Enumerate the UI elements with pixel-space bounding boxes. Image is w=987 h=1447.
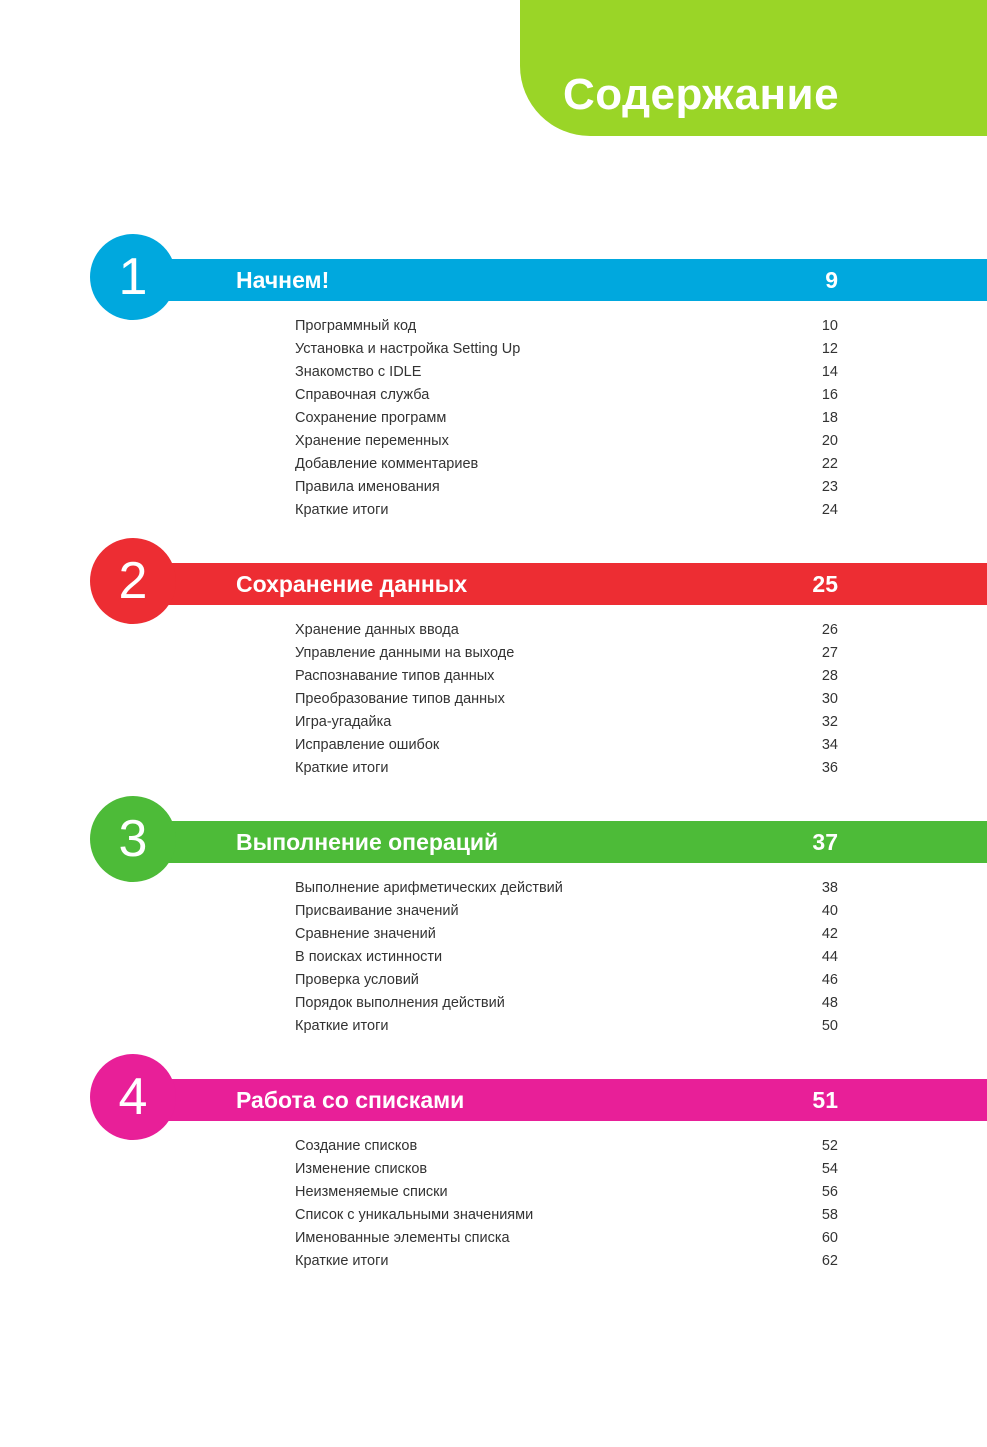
toc-entry-label: Исправление ошибок (295, 737, 440, 753)
toc-entry[interactable] (295, 338, 840, 361)
chapter-page-number: 9 (825, 267, 838, 293)
toc-entry-page: 36 (821, 760, 838, 776)
chapter-title[interactable]: Работа со списками (236, 1087, 465, 1113)
toc-entry[interactable] (295, 619, 840, 642)
toc-entry-label: Знакомство с IDLE (295, 364, 422, 380)
toc-entry[interactable] (295, 476, 840, 499)
page-title: Содержание (563, 70, 840, 119)
toc-entry-page: 28 (821, 668, 838, 684)
toc-entry-label: Неизменяемые списки (295, 1184, 448, 1200)
toc-entry-page: 50 (821, 1018, 838, 1034)
toc-entry[interactable] (295, 992, 840, 1015)
toc-entry-page: 60 (821, 1230, 838, 1246)
toc-entry-label: Управление данными на выходе (295, 645, 515, 661)
toc-entry-label: Именованные элементы списка (295, 1230, 510, 1246)
toc-entry[interactable] (295, 499, 840, 522)
toc-entry-page: 48 (821, 995, 838, 1011)
toc-entry-page: 12 (821, 341, 838, 357)
toc-entry-label: Сравнение значений (295, 926, 436, 942)
toc-entry-page: 16 (821, 387, 838, 403)
toc-entry[interactable] (295, 407, 840, 430)
toc-entry-page: 40 (821, 903, 838, 919)
toc-entry-page: 56 (821, 1184, 838, 1200)
toc-entry[interactable] (295, 1227, 840, 1250)
chapter-page-number: 25 (812, 571, 838, 597)
toc-entry-page: 34 (821, 737, 838, 753)
toc-entry-label: Установка и настройка Setting Up (295, 341, 521, 357)
toc-entry-label: Краткие итоги (295, 760, 389, 776)
toc-entry-label: Распознавание типов данных (295, 668, 495, 684)
toc-entry-label: Добавление комментариев (295, 456, 479, 472)
chapter-entries-list (295, 1135, 840, 1273)
toc-entry-page: 22 (821, 456, 838, 472)
toc-entry-page: 24 (821, 502, 838, 518)
toc-entry-label: Краткие итоги (295, 502, 389, 518)
chapter-title[interactable]: Начнем! (236, 267, 330, 293)
toc-entry[interactable] (295, 1135, 840, 1158)
chapter-entries-list (295, 877, 840, 1038)
chapter-page-number: 51 (812, 1087, 838, 1113)
toc-entry[interactable] (295, 877, 840, 900)
toc-entry-label: Программный код (295, 318, 417, 334)
toc-entry-label: Порядок выполнения действий (295, 995, 505, 1011)
chapter-number-badge: 4 (90, 1054, 176, 1140)
toc-entry-label: В поисках истинности (295, 949, 443, 965)
toc-entry-page: 42 (821, 926, 838, 942)
toc-entry[interactable] (295, 315, 840, 338)
toc-entry[interactable] (295, 453, 840, 476)
chapter-number-badge: 2 (90, 538, 176, 624)
toc-entry-label: Хранение данных ввода (295, 622, 459, 638)
toc-entry[interactable] (295, 430, 840, 453)
toc-entry-label: Преобразование типов данных (295, 691, 505, 707)
toc-entry[interactable] (295, 757, 840, 780)
toc-entry-label: Изменение списков (295, 1161, 428, 1177)
toc-entry-page: 27 (821, 645, 838, 661)
toc-entry-page: 54 (821, 1161, 838, 1177)
toc-entry-label: Присваивание значений (295, 903, 459, 919)
toc-entry-label: Справочная служба (295, 387, 430, 403)
toc-entry-page: 14 (821, 364, 838, 380)
toc-entry-label: Сохранение программ (295, 410, 447, 426)
toc-entry-page: 38 (821, 880, 838, 896)
toc-entry[interactable] (295, 711, 840, 734)
toc-entry[interactable] (295, 1250, 840, 1273)
toc-entry-label: Хранение переменных (295, 433, 449, 449)
toc-entry-label: Игра-угадайка (295, 714, 392, 730)
chapter-number-badge: 1 (90, 234, 176, 320)
toc-entry[interactable] (295, 688, 840, 711)
toc-entry-label: Краткие итоги (295, 1018, 389, 1034)
toc-entry-label: Проверка условий (295, 972, 419, 988)
toc-entry[interactable] (295, 642, 840, 665)
toc-entry-page: 20 (821, 433, 838, 449)
toc-entry-page: 26 (821, 622, 838, 638)
toc-entry[interactable] (295, 1015, 840, 1038)
toc-entry-page: 44 (821, 949, 838, 965)
toc-entry-label: Выполнение арифметических действий (295, 880, 563, 896)
toc-entry-label: Создание списков (295, 1138, 418, 1154)
toc-entry-page: 46 (821, 972, 838, 988)
toc-entry-page: 52 (821, 1138, 838, 1154)
toc-entry[interactable] (295, 900, 840, 923)
toc-entry-page: 23 (821, 479, 838, 495)
chapter-title[interactable]: Сохранение данных (236, 571, 468, 597)
toc-entry[interactable] (295, 384, 840, 407)
chapter-title[interactable]: Выполнение операций (236, 829, 499, 855)
toc-entry-page: 58 (821, 1207, 838, 1223)
toc-entry[interactable] (295, 1158, 840, 1181)
chapter-entries-list (295, 619, 840, 780)
toc-entry[interactable] (295, 1204, 840, 1227)
toc-entry[interactable] (295, 1181, 840, 1204)
toc-entry-label: Краткие итоги (295, 1253, 389, 1269)
toc-entry-page: 30 (821, 691, 838, 707)
toc-entry[interactable] (295, 361, 840, 384)
toc-entry[interactable] (295, 969, 840, 992)
chapter-page-number: 37 (812, 829, 838, 855)
toc-entry[interactable] (295, 734, 840, 757)
toc-entry[interactable] (295, 946, 840, 969)
toc-entry-page: 18 (821, 410, 838, 426)
toc-entry-page: 32 (821, 714, 838, 730)
chapter-number-badge: 3 (90, 796, 176, 882)
title-tab (520, 0, 987, 136)
toc-entry-label: Список с уникальными значениями (295, 1207, 534, 1223)
toc-entry-page: 62 (821, 1253, 838, 1269)
toc-entry-page: 10 (821, 318, 838, 334)
toc-entry[interactable] (295, 665, 840, 688)
toc-entry[interactable] (295, 923, 840, 946)
toc-entry-label: Правила именования (295, 479, 440, 495)
chapter-entries-list (295, 315, 840, 522)
